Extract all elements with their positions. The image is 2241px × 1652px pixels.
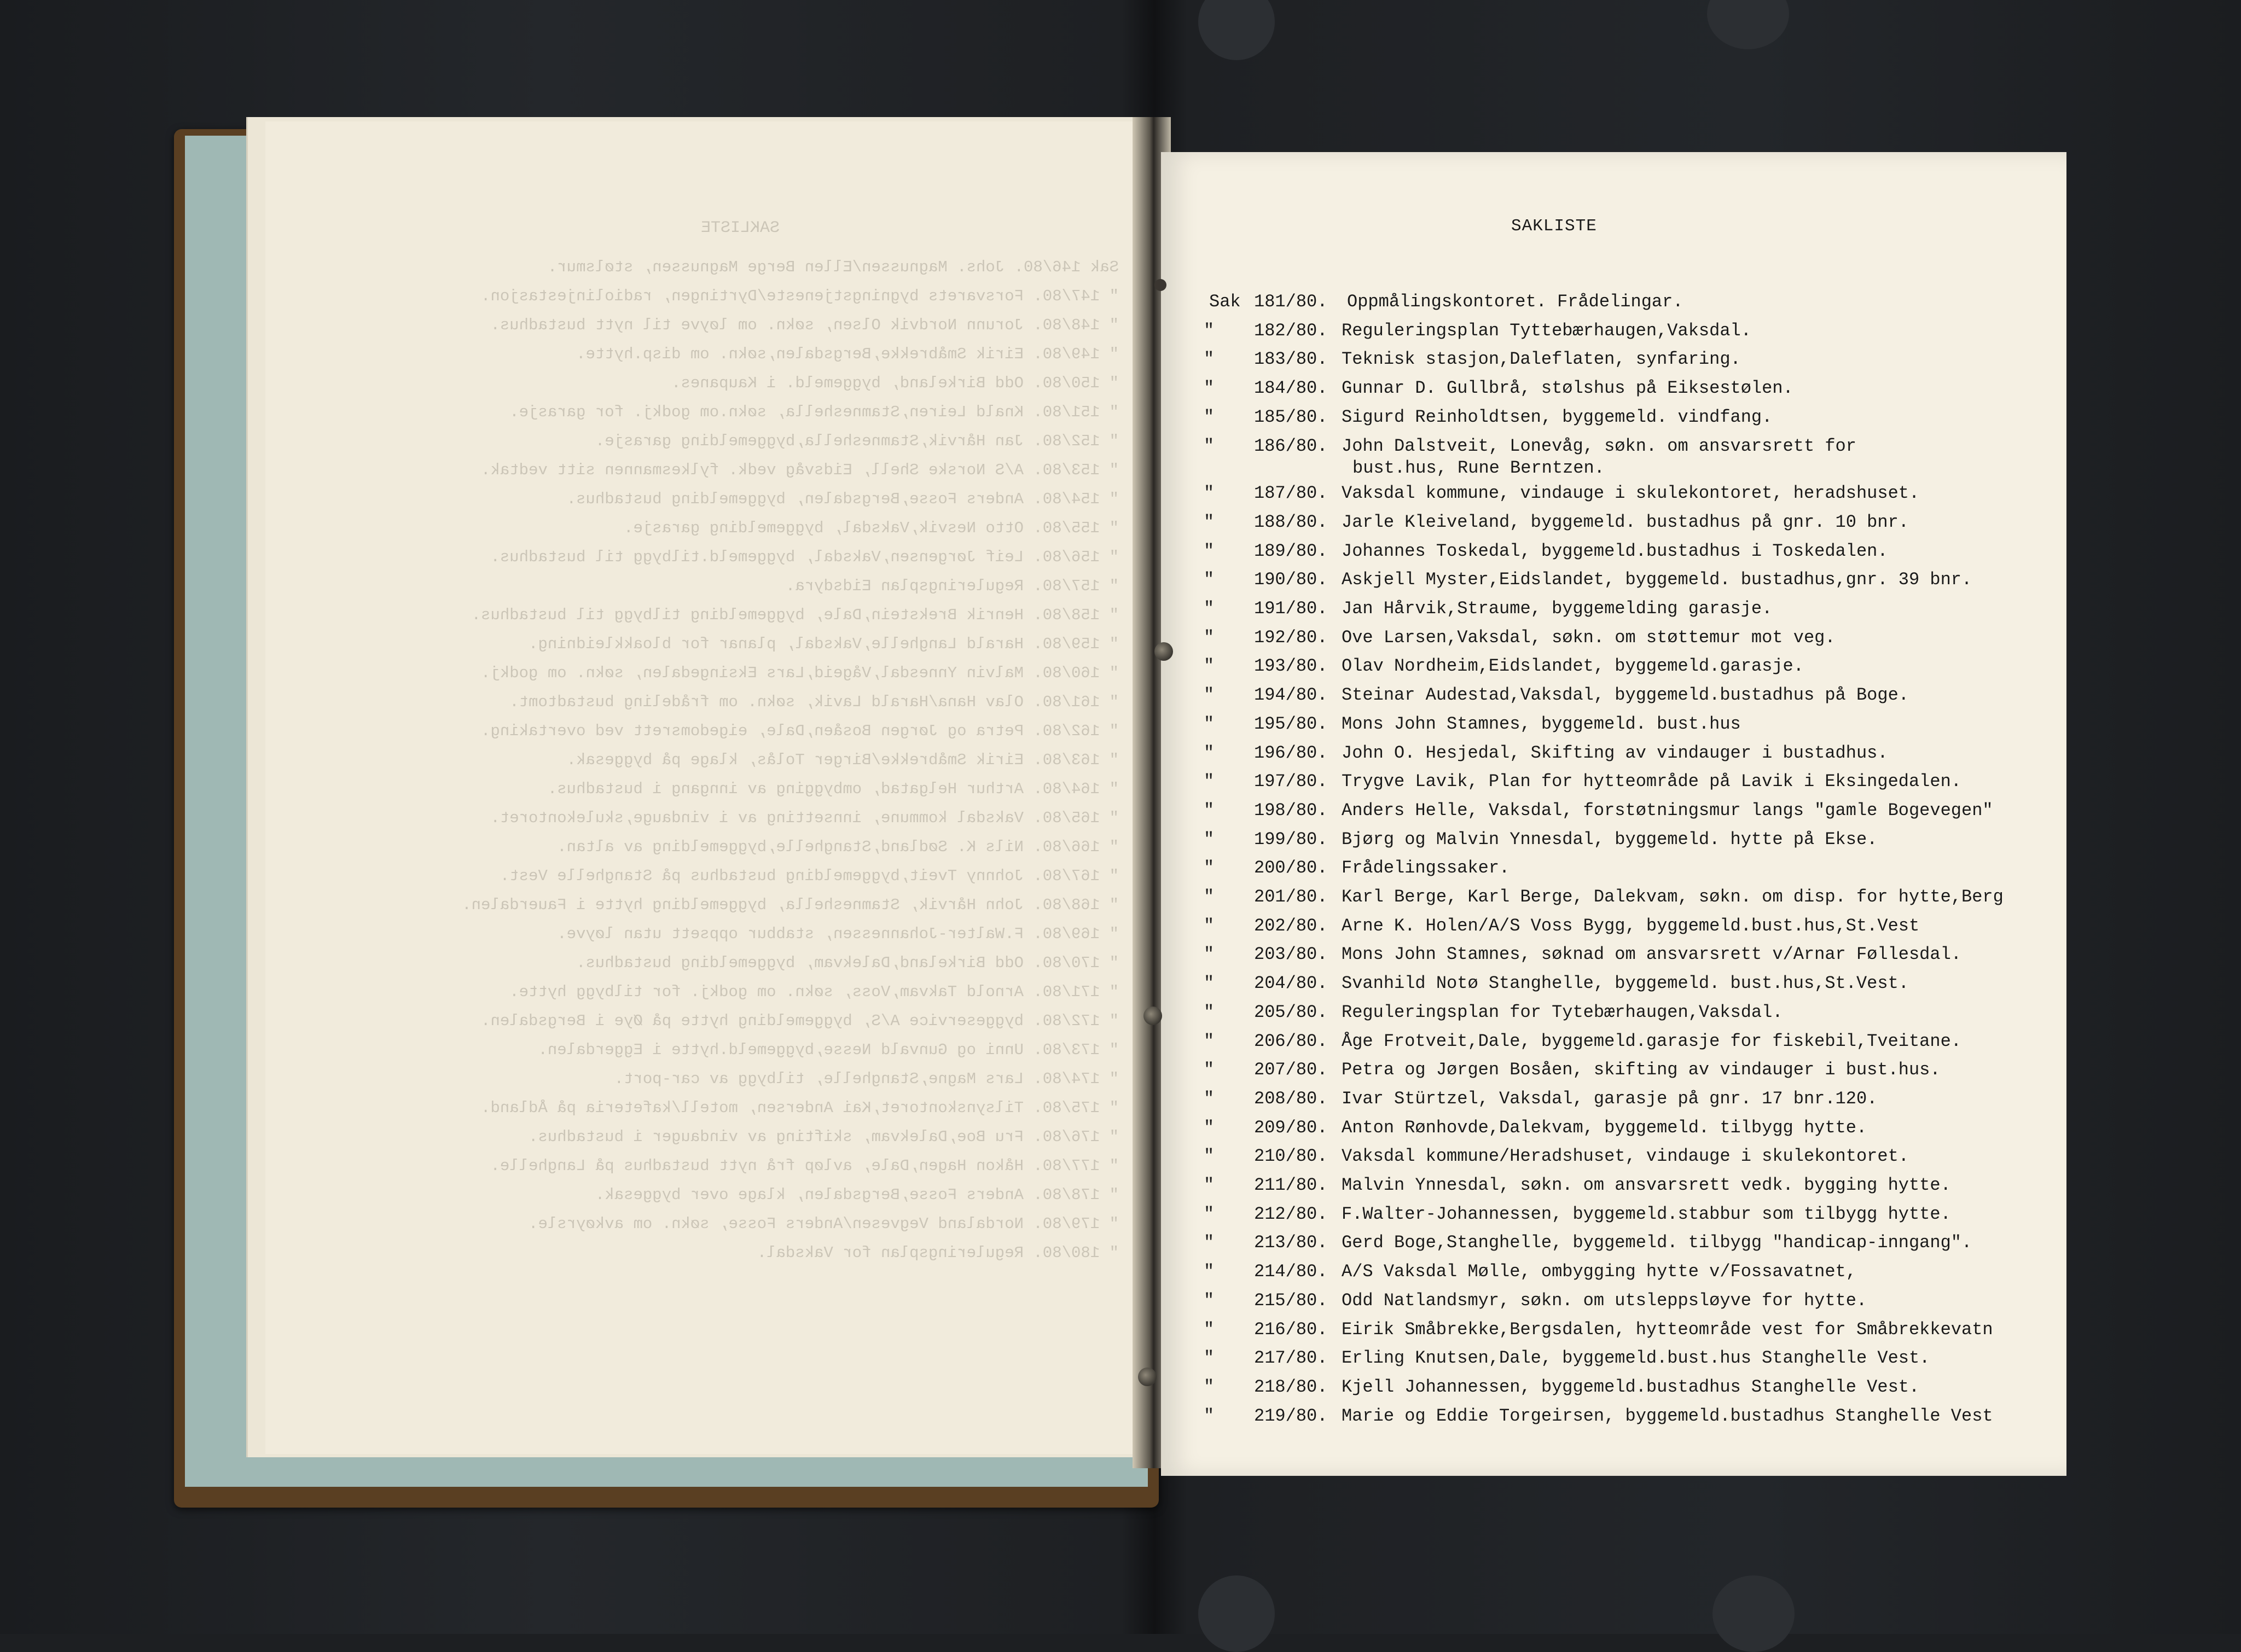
- entry-prefix: ": [1204, 378, 1215, 399]
- scanner-knob: [1712, 1575, 1795, 1652]
- entry-prefix: ": [1204, 406, 1215, 427]
- ghost-line: " 147/80. Forsvarets bygningstjeneste/Dyrtingen, radiolinjestasjon.: [481, 287, 1119, 305]
- entry-prefix: ": [1204, 973, 1215, 994]
- ghost-line: " 177/80. Håkon Hagen,Dale, avløp frå nytt bustadhus på Langhelle.: [490, 1157, 1119, 1175]
- entry-prefix: ": [1204, 349, 1215, 370]
- list-item: [1161, 1377, 2066, 1405]
- entry-text: Petra og Jørgen Bosåen, skifting av vindauger i bust.hus.: [1342, 1060, 1941, 1080]
- entry-number: 219/80.: [1254, 1405, 1328, 1426]
- entry-number: 217/80.: [1254, 1348, 1328, 1369]
- list-item: [1161, 378, 2066, 406]
- entry-number: 209/80.: [1254, 1117, 1328, 1138]
- entry-number: 202/80.: [1254, 915, 1328, 936]
- entry-text: Bjørg og Malvin Ynnesdal, byggemeld. hytte på Ekse.: [1342, 829, 1878, 850]
- list-item: [1161, 436, 2066, 486]
- list-item: [1161, 321, 2066, 349]
- entry-text: Gerd Boge,Stanghelle, byggemeld. tilbygg "handicap-inngang".: [1342, 1232, 1972, 1253]
- entry-number: 188/80.: [1254, 511, 1328, 532]
- list-item: [1161, 1175, 2066, 1203]
- entry-prefix: ": [1204, 915, 1215, 936]
- entry-text: Reguleringsplan for Tytebærhaugen,Vaksdal.: [1342, 1002, 1783, 1022]
- entry-prefix: ": [1204, 771, 1215, 792]
- entry-text: Ove Larsen,Vaksdal, søkn. om støttemur mot veg.: [1342, 627, 1836, 648]
- entry-number: 189/80.: [1254, 540, 1328, 561]
- entry-prefix: ": [1204, 320, 1215, 341]
- punch-hole: [1143, 1007, 1162, 1025]
- entry-text: Svanhild Notø Stanghelle, byggemeld. bust.hus,St.Vest.: [1342, 973, 1909, 994]
- entry-text: John O. Hesjedal, Skifting av vindauger i bustadhus.: [1342, 742, 1888, 763]
- entry-number: 184/80.: [1254, 378, 1328, 399]
- list-item: [1161, 800, 2066, 829]
- list-item: [1161, 1232, 2066, 1261]
- punch-hole: [1138, 1368, 1157, 1386]
- entry-prefix: ": [1204, 511, 1215, 532]
- entry-prefix: ": [1204, 800, 1215, 821]
- list-item: [1161, 771, 2066, 800]
- entry-prefix: ": [1204, 858, 1215, 879]
- entry-text: Kjell Johannessen, byggemeld.bustadhus Stanghelle Vest.: [1342, 1376, 1920, 1397]
- ghost-line: " 168/80. John Hårvik, Stamneshella, byggemelding hytte i Fauerdalen.: [462, 896, 1119, 914]
- entry-prefix: ": [1204, 944, 1215, 965]
- ghost-line: " 155/80. Otto Nesvik,Vaksdal, byggemelding garasje.: [624, 519, 1119, 537]
- entry-prefix: ": [1204, 1146, 1215, 1167]
- ghost-line: " 167/80. Johnny Tveit,byggemelding bustadhus på Stanghelle Vest.: [500, 867, 1119, 885]
- entry-text: Mons John Stamnes, byggemeld. bust.hus: [1342, 713, 1741, 734]
- list-item: [1161, 569, 2066, 598]
- ghost-line: " 152/80. Jan Hårvik,Stamneshella,byggemelding garasje.: [595, 432, 1119, 450]
- ghost-line: " 150/80. Odd Birkeland, byggemeld. i Kaupanes.: [671, 374, 1119, 392]
- ghost-line: " 158/80. Henrik Brekstein,Dale, byggemelding tilbygg til bustadhus.: [471, 606, 1119, 624]
- ghost-title: SAKLISTE: [700, 219, 780, 237]
- entry-number: 211/80.: [1254, 1175, 1328, 1195]
- entry-number: 182/80.: [1254, 320, 1328, 341]
- list-item: [1161, 1146, 2066, 1174]
- punch-hole: [1154, 642, 1173, 661]
- ghost-line: " 172/80. byggeservice A/S, byggemelding hytte på Øye i Bergsdalen.: [481, 1012, 1119, 1030]
- list-item: [1161, 944, 2066, 973]
- entry-number: 199/80.: [1254, 829, 1328, 850]
- entry-text: Eirik Småbrekke,Bergsdalen, hytteområde vest for Småbrekkevatn: [1342, 1319, 1993, 1340]
- ghost-line: " 161/80. Olav Hana/Harald Lavik, søkn. om frådeling bustadtomt.: [509, 693, 1119, 711]
- entry-number: 200/80.: [1254, 858, 1328, 879]
- entry-number: 181/80.: [1254, 292, 1328, 312]
- entry-prefix: ": [1204, 1088, 1215, 1109]
- ghost-line: " 175/80. Tilsynskontoret,Kai Andersen, motell/kafeteria på Ådland.: [481, 1099, 1119, 1117]
- entry-text: John Dalstveit, Lonevåg, søkn. om ansvarsrett for: [1342, 435, 1856, 456]
- entry-prefix: Sak: [1209, 292, 1241, 312]
- entry-text: Arne K. Holen/A/S Voss Bygg, byggemeld.bust.hus,St.Vest: [1342, 915, 1920, 936]
- ghost-line: " 178/80. Anders Fosse,Bergsdalen, klage over byggesak.: [595, 1186, 1119, 1204]
- entry-text: Oppmålingskontoret. Frådelingar.: [1347, 292, 1683, 312]
- entry-prefix: ": [1204, 1002, 1215, 1022]
- entry-number: 214/80.: [1254, 1261, 1328, 1282]
- entry-number: 196/80.: [1254, 742, 1328, 763]
- entry-prefix: ": [1204, 685, 1215, 706]
- ghost-line: " 156/80. Leif Jørgensen,Vaksdal, byggemeld.tilbygg til bustadhus.: [490, 548, 1119, 566]
- entry-number: 197/80.: [1254, 771, 1328, 792]
- ghost-line: " 163/80. Eirik Småbrekke/Birger Tolås, klage på byggesak.: [566, 751, 1119, 769]
- entry-prefix: ": [1204, 713, 1215, 734]
- entry-prefix: ": [1204, 1117, 1215, 1138]
- ghost-line: " 171/80. Arnold Takvam,Voss, søkn. om godkj. for tilbygg hytte.: [509, 983, 1119, 1001]
- entry-prefix: ": [1204, 627, 1215, 648]
- entry-number: 191/80.: [1254, 598, 1328, 619]
- binder-clip: [1154, 279, 1166, 291]
- entry-number: 187/80.: [1254, 483, 1328, 504]
- ghost-line: " 151/80. Knald Leiren,Stamneshella, søkn.om godkj. for garasje.: [509, 403, 1119, 421]
- entry-number: 201/80.: [1254, 887, 1328, 907]
- list-item: [1161, 1204, 2066, 1232]
- ghost-line: " 154/80. Anders Fosse,Bergsdalen, byggemelding bustadhus.: [566, 490, 1119, 508]
- entry-text: Reguleringsplan Tyttebærhaugen,Vaksdal.: [1342, 320, 1751, 341]
- list-item: [1161, 541, 2066, 569]
- bleed-through-text: [265, 121, 1141, 1454]
- ghost-line: " 170/80. Odd Birkeland,Dalekvam, byggemelding bustadhus.: [576, 954, 1119, 972]
- entry-prefix: ": [1204, 1348, 1215, 1369]
- list-item: [1161, 685, 2066, 713]
- list-item: [1161, 1406, 2066, 1434]
- entry-prefix: ": [1204, 598, 1215, 619]
- ghost-line: " 157/80. Reguleringsplan Eidsdyra.: [785, 577, 1119, 595]
- entry-text: Karl Berge, Karl Berge, Dalekvam, søkn. om disp. for hytte,Berg: [1342, 887, 2004, 907]
- entry-text: Marie og Eddie Torgeirsen, byggemeld.bustadhus Stanghelle Vest: [1342, 1405, 1993, 1426]
- list-item: [1161, 1348, 2066, 1376]
- entry-number: 210/80.: [1254, 1146, 1328, 1167]
- entry-text: Frådelingssaker.: [1342, 858, 1510, 879]
- list-item: [1161, 1089, 2066, 1117]
- entry-prefix: ": [1204, 569, 1215, 590]
- entry-text: Anton Rønhovde,Dalekvam, byggemeld. tilbygg hytte.: [1342, 1117, 1867, 1138]
- list-item: [1161, 887, 2066, 915]
- entry-prefix: ": [1204, 1060, 1215, 1080]
- ghost-line: " 153/80. A/S Norske Shell, Eidsvåg vedk. fylkesmannen sitt vedtak.: [481, 461, 1119, 479]
- entry-continuation: bust.hus, Rune Berntzen.: [1352, 457, 1605, 478]
- entry-prefix: ": [1204, 540, 1215, 561]
- entry-prefix: ": [1204, 483, 1215, 504]
- entry-text: Anders Helle, Vaksdal, forstøtningsmur langs "gamle Bogevegen": [1342, 800, 1993, 821]
- entry-number: 198/80.: [1254, 800, 1328, 821]
- entry-number: 205/80.: [1254, 1002, 1328, 1022]
- ghost-line: " 179/80. Nordaland Vegvesen/Anders Fosse, søkn. om avkøyrsle.: [529, 1215, 1119, 1233]
- entry-text: Ivar Stürtzel, Vaksdal, garasje på gnr. 17 bnr.120.: [1342, 1088, 1878, 1109]
- entry-text: Sigurd Reinholdtsen, byggemeld. vindfang.: [1342, 406, 1773, 427]
- entry-text: Johannes Toskedal, byggemeld.bustadhus i Toskedalen.: [1342, 540, 1888, 561]
- entry-text: Odd Natlandsmyr, søkn. om utsleppsløyve for hytte.: [1342, 1290, 1867, 1311]
- list-item: [1161, 1060, 2066, 1088]
- entry-text: Askjell Myster,Eidslandet, byggemeld. bustadhus,gnr. 39 bnr.: [1342, 569, 1972, 590]
- scanner-knob: [1198, 1575, 1275, 1652]
- ghost-line: " 164/80. Arthur Helgatad, ombygging av inngang i bustadhus.: [547, 780, 1119, 798]
- list-item: [1161, 829, 2066, 858]
- list-item: [1161, 714, 2066, 742]
- list-item: [1161, 512, 2066, 540]
- entry-number: 218/80.: [1254, 1376, 1328, 1397]
- ghost-line: " 159/80. Harald Langhelle,Vaksdal, planar for bloakkleidning.: [529, 635, 1119, 653]
- entry-prefix: ": [1204, 829, 1215, 850]
- list-item: [1161, 916, 2066, 944]
- list-item: [1161, 1290, 2066, 1319]
- entry-number: 183/80.: [1254, 349, 1328, 370]
- entry-number: 186/80.: [1254, 435, 1328, 456]
- entry-number: 206/80.: [1254, 1031, 1328, 1051]
- entry-number: 193/80.: [1254, 656, 1328, 677]
- entry-text: Mons John Stamnes, søknad om ansvarsrett v/Arnar Føllesdal.: [1342, 944, 1961, 965]
- entry-number: 185/80.: [1254, 406, 1328, 427]
- entry-number: 207/80.: [1254, 1060, 1328, 1080]
- list-item: [1161, 349, 2066, 377]
- entry-text: Malvin Ynnesdal, søkn. om ansvarsrett vedk. bygging hytte.: [1342, 1175, 1951, 1195]
- entry-text: Jarle Kleiveland, byggemeld. bustadhus på gnr. 10 bnr.: [1342, 511, 1909, 532]
- ghost-line: " 160/80. Malvin Ynnesdal,Vågeid,Lars Eksingedalen, søkn. om godkj.: [481, 664, 1119, 682]
- entry-number: 194/80.: [1254, 685, 1328, 706]
- entry-text: Trygve Lavik, Plan for hytteområde på Lavik i Eksingedalen.: [1342, 771, 1961, 792]
- list-item: [1161, 973, 2066, 1002]
- entry-text: Steinar Audestad,Vaksdal, byggemeld.bustadhus på Boge.: [1342, 685, 1909, 706]
- ghost-lines: [287, 258, 1119, 1273]
- entry-prefix: ": [1204, 1405, 1215, 1426]
- entry-prefix: ": [1204, 742, 1215, 763]
- list-item: [1161, 598, 2066, 627]
- entry-text: Teknisk stasjon,Daleflaten, synfaring.: [1342, 349, 1741, 370]
- entry-prefix: ": [1204, 435, 1215, 456]
- entry-number: 213/80.: [1254, 1232, 1328, 1253]
- list-item: [1161, 1319, 2066, 1348]
- page-title: SAKLISTE: [1511, 217, 1597, 236]
- ghost-line: Sak 146/80. Johs. Magnussen/Ellen Berge Magnussen, stølsmur.: [547, 258, 1119, 276]
- entry-text: Erling Knutsen,Dale, byggemeld.bust.hus Stanghelle Vest.: [1342, 1348, 1930, 1369]
- list-item: [1161, 656, 2066, 684]
- entry-prefix: ": [1204, 887, 1215, 907]
- entry-prefix: ": [1204, 1290, 1215, 1311]
- list-item: [1161, 292, 2066, 320]
- right-page: [1161, 152, 2066, 1476]
- entry-prefix: ": [1204, 1031, 1215, 1051]
- ghost-line: " 174/80. Lars Magne,Stanghelle, tilbygg av car-port.: [614, 1070, 1119, 1088]
- left-page: [265, 121, 1141, 1454]
- entry-number: 212/80.: [1254, 1203, 1328, 1224]
- list-item: [1161, 483, 2066, 511]
- entry-prefix: ": [1204, 1232, 1215, 1253]
- entry-number: 216/80.: [1254, 1319, 1328, 1340]
- entry-number: 190/80.: [1254, 569, 1328, 590]
- entry-text: A/S Vaksdal Mølle, ombygging hytte v/Fossavatnet,: [1342, 1261, 1856, 1282]
- ghost-line: " 180/80. Reguleringsplan for Vaksdal.: [757, 1244, 1119, 1262]
- list-item: [1161, 1261, 2066, 1290]
- list-item: [1161, 743, 2066, 771]
- ghost-line: " 173/80. Unni og Gunvald Nesse,byggemeld.hytte i Eggerdalen.: [538, 1041, 1119, 1059]
- entry-number: 208/80.: [1254, 1088, 1328, 1109]
- ghost-line: " 176/80. Fru Boe,Dalekvam, skifting av vindauger i bustadhus.: [529, 1128, 1119, 1146]
- list-item: [1161, 1118, 2066, 1146]
- list-item: [1161, 1002, 2066, 1031]
- entry-number: 215/80.: [1254, 1290, 1328, 1311]
- entry-prefix: ": [1204, 1319, 1215, 1340]
- entry-prefix: ": [1204, 1376, 1215, 1397]
- case-list: [1161, 152, 2066, 1476]
- entry-number: 195/80.: [1254, 713, 1328, 734]
- entry-prefix: ": [1204, 656, 1215, 677]
- entry-text: F.Walter-Johannessen, byggemeld.stabbur som tilbygg hytte.: [1342, 1203, 1951, 1224]
- entry-number: 204/80.: [1254, 973, 1328, 994]
- entry-prefix: ": [1204, 1175, 1215, 1195]
- ghost-line: " 148/80. Jorunn Nordvik Olsen, søkn. om løyve til nytt bustadhus.: [490, 316, 1119, 334]
- list-item: [1161, 627, 2066, 656]
- list-item: [1161, 407, 2066, 435]
- entry-prefix: ": [1204, 1261, 1215, 1282]
- entry-text: Vaksdal kommune/Heradshuset, vindauge i skulekontoret.: [1342, 1146, 1909, 1167]
- ghost-line: " 169/80. F.Walter-Johannessen, stabbur oppsett utan løyve.: [557, 925, 1119, 943]
- ghost-line: " 165/80. Vaksdal kommune, innsetting av i vindauge,skulekontoret.: [490, 809, 1119, 827]
- ghost-line: " 149/80. Eirik Småbrekke,Bergsdalen,søkn. om disp.hytte.: [576, 345, 1119, 363]
- entry-prefix: ": [1204, 1203, 1215, 1224]
- entry-number: 203/80.: [1254, 944, 1328, 965]
- entry-text: Åge Frotveit,Dale, byggemeld.garasje for fiskebil,Tveitane.: [1342, 1031, 1961, 1051]
- ghost-line: " 166/80. Nils K. Sødland,Stanghelle,byggemelding av altan.: [557, 838, 1119, 856]
- entry-text: Gunnar D. Gullbrå, stølshus på Eiksestølen.: [1342, 378, 1793, 399]
- list-item: [1161, 858, 2066, 886]
- entry-number: 192/80.: [1254, 627, 1328, 648]
- entry-text: Jan Hårvik,Straume, byggemelding garasje.: [1342, 598, 1773, 619]
- entry-text: Olav Nordheim,Eidslandet, byggemeld.garasje.: [1342, 656, 1804, 677]
- ghost-line: " 162/80. Petra og Jørgen Bosåen,Dale, eigedomsrett ved overtaking.: [481, 722, 1119, 740]
- list-item: [1161, 1031, 2066, 1060]
- entry-text: Vaksdal kommune, vindauge i skulekontoret, heradshuset.: [1342, 483, 1920, 504]
